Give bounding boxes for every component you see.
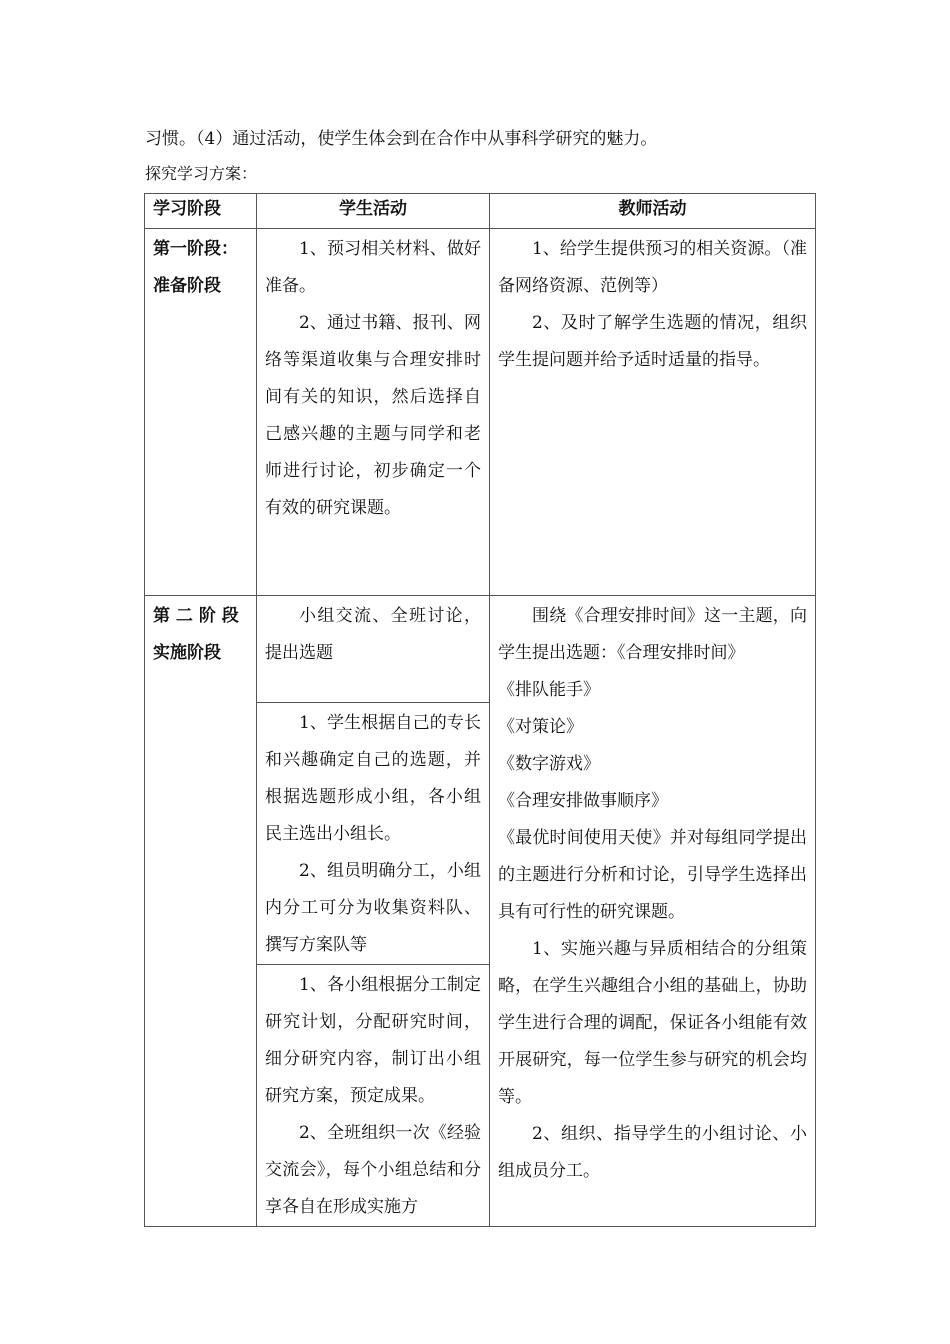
header-teacher-activity: 教师活动	[490, 194, 816, 229]
stage-2-student-item: 2、组员明确分工，小组内分工可分为收集资料队、撰写方案队等	[265, 861, 481, 955]
stage-1-student-cell	[257, 229, 490, 596]
stage-2-topic: 《合理安排做事顺序》	[498, 791, 668, 811]
stage-2-topic: 《数字游戏》	[498, 754, 600, 774]
table-header-row	[145, 194, 816, 229]
stage-2-student-cell-b	[257, 703, 490, 965]
stage-1-title: 第一阶段：	[153, 239, 238, 259]
stage-2-teacher-item: 2、组织、指导学生的小组讨论、小组成员分工。	[498, 1124, 807, 1181]
stage-2-student-item: 1、各小组根据分工制定研究计划，分配研究时间，细分研究内容，制订出小组研究方案，预定成果。	[265, 975, 481, 1106]
stage-2-topic: 《排队能手》	[498, 680, 600, 700]
header-student-activity: 学生活动	[257, 194, 490, 229]
stage-2-title: 第 二 阶 段	[153, 606, 239, 626]
stage-2-name: 实施阶段	[153, 643, 221, 663]
stage-1-teacher-item: 1、给学生提供预习的相关资源。（准备网络资源、范例等）	[498, 239, 807, 296]
study-plan-table	[144, 193, 816, 1227]
stage-2-teacher-item: 围绕《合理安排时间》这一主题，向学生提出选题：《合理安排时间》	[498, 606, 807, 663]
stage-1-student-item: 1、预习相关材料、做好准备。	[265, 239, 481, 296]
stage-2-student-cell-c	[257, 965, 490, 1227]
table-row-stage-2a	[145, 596, 816, 703]
stage-2-student-cell-a	[257, 596, 490, 703]
table-row-stage-1	[145, 229, 816, 596]
stage-2-student-item: 小组交流、全班讨论，提出选题	[265, 606, 481, 663]
stage-2-student-item: 1、学生根据自己的专长和兴趣确定自己的选题，并根据选题形成小组，各小组民主选出小组长。	[265, 713, 481, 844]
stage-2-topic: 《最优时间使用天使》并对每组同学提出的主题进行分析和讨论，引导学生选择出具有可行性的研究课题。	[498, 828, 807, 922]
header-stage: 学习阶段	[145, 194, 257, 229]
stage-1-teacher-item: 2、及时了解学生选题的情况，组织学生提问题并给予适时适量的指导。	[498, 313, 807, 370]
stage-2-teacher-item: 1、实施兴趣与异质相结合的分组策略，在学生兴趣组合小组的基础上，协助学生进行合理的调配，保证各小组能有效开展研究，每一位学生参与研究的机会均等。	[498, 939, 807, 1107]
stage-2-student-item: 2、全班组织一次《经验交流会》，每个小组总结和分享各自在形成实施方	[265, 1123, 481, 1217]
stage-2-teacher-cell	[490, 596, 816, 1227]
stage-1-teacher-cell	[490, 229, 816, 596]
intro-line-2: 探究学习方案：	[145, 164, 258, 183]
stage-1-name: 准备阶段	[153, 276, 221, 296]
intro-line-1: 习惯。（4）通过活动，使学生体会到在合作中从事科学研究的魅力。	[145, 129, 658, 149]
stage-2-topic: 《对策论》	[498, 717, 583, 737]
stage-1-student-item: 2、通过书籍、报刊、网络等渠道收集与合理安排时间有关的知识，然后选择自己感兴趣的主题与同学和老师进行讨论，初步确定一个有效的研究课题。	[265, 313, 481, 518]
stage-1-cell	[145, 229, 257, 596]
stage-2-cell	[145, 596, 257, 1227]
